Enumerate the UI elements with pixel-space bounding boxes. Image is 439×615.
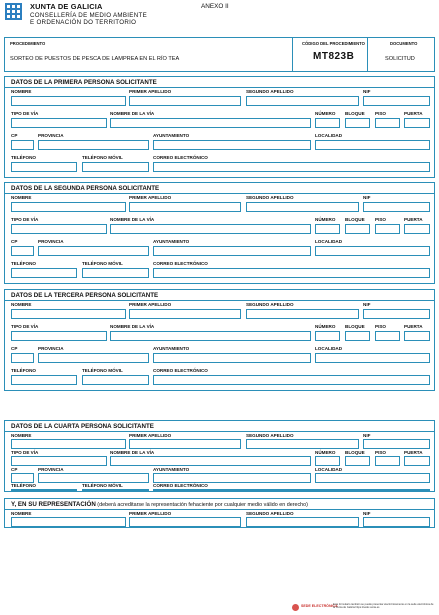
tipo-via-label: TIPO DE VÍA bbox=[11, 111, 39, 116]
section-divider bbox=[5, 193, 434, 194]
bloque-field[interactable] bbox=[345, 118, 370, 128]
segundo-apellido-label: SEGUNDO APELLIDO bbox=[246, 89, 294, 94]
correo-field[interactable] bbox=[153, 375, 430, 385]
piso-field[interactable] bbox=[375, 331, 400, 341]
section-title: DATOS DE LA CUARTA PERSONA SOLICITANTE bbox=[11, 423, 154, 430]
telefono-movil-field[interactable] bbox=[82, 375, 149, 385]
ayuntamiento-label: AYUNTAMIENTO bbox=[153, 133, 190, 138]
provincia-field[interactable] bbox=[38, 246, 149, 256]
correo-label: CORREO ELECTRÓNICO bbox=[153, 368, 208, 373]
telefono-movil-field[interactable] bbox=[82, 489, 149, 491]
section-title: DATOS DE LA PRIMERA PERSONA SOLICITANTE bbox=[11, 79, 157, 86]
ayuntamiento-field[interactable] bbox=[153, 246, 311, 256]
procedure-code-value: MT823B bbox=[313, 51, 355, 62]
nombre-via-field[interactable] bbox=[110, 456, 311, 466]
section-divider bbox=[5, 300, 434, 301]
ayuntamiento-field[interactable] bbox=[153, 473, 311, 483]
localidad-label: LOCALIDAD bbox=[315, 467, 343, 472]
procedure-label: PROCEDIMIENTO bbox=[10, 41, 46, 46]
section-divider bbox=[5, 431, 434, 432]
numero-label: NÚMERO bbox=[315, 217, 336, 222]
representative-title: Y, EN SU REPRESENTACIÓN bbox=[11, 501, 96, 508]
department-name bbox=[30, 12, 147, 27]
nif-field[interactable] bbox=[363, 439, 430, 449]
provincia-field[interactable] bbox=[38, 140, 149, 150]
nif-label: NIF bbox=[363, 195, 371, 200]
primer-apellido-field[interactable] bbox=[129, 309, 241, 319]
cp-label: CP bbox=[11, 133, 18, 138]
nombre-label: NOMBRE bbox=[11, 89, 32, 94]
nif-field[interactable] bbox=[363, 517, 430, 527]
provincia-field[interactable] bbox=[38, 473, 149, 483]
primer-apellido-field[interactable] bbox=[129, 439, 241, 449]
procedure-code-cell bbox=[292, 38, 367, 71]
puerta-field[interactable] bbox=[404, 118, 430, 128]
nombre-field[interactable] bbox=[11, 517, 126, 527]
cp-label: CP bbox=[11, 467, 18, 472]
bloque-label: BLOQUE bbox=[345, 217, 365, 222]
procedure-code-label: CÓDIGO DEL PROCEDIMIENTO bbox=[302, 41, 365, 46]
puerta-field[interactable] bbox=[404, 331, 430, 341]
localidad-field[interactable] bbox=[315, 473, 430, 483]
department-line-1: CONSELLERÍA DE MEDIO AMBIENTE bbox=[30, 12, 148, 19]
telefono-movil-label: TELÉFONO MÓVIL bbox=[82, 261, 123, 266]
section-title bbox=[11, 501, 308, 508]
procedure-box bbox=[4, 37, 435, 72]
section-fourth-applicant bbox=[4, 420, 435, 492]
primer-apellido-label: PRIMER APELLIDO bbox=[129, 511, 172, 516]
correo-label: CORREO ELECTRÓNICO bbox=[153, 261, 208, 266]
telefono-field[interactable] bbox=[11, 162, 77, 172]
correo-field[interactable] bbox=[153, 162, 430, 172]
bloque-field[interactable] bbox=[345, 224, 370, 234]
piso-field[interactable] bbox=[375, 224, 400, 234]
nif-label: NIF bbox=[363, 433, 371, 438]
section-title: DATOS DE LA TERCERA PERSONA SOLICITANTE bbox=[11, 292, 159, 299]
telefono-movil-label: TELÉFONO MÓVIL bbox=[82, 155, 123, 160]
provincia-field[interactable] bbox=[38, 353, 149, 363]
tipo-via-field[interactable] bbox=[11, 331, 107, 341]
nombre-field[interactable] bbox=[11, 202, 126, 212]
nombre-field[interactable] bbox=[11, 309, 126, 319]
provincia-label: PROVINCIA bbox=[38, 133, 64, 138]
nif-field[interactable] bbox=[363, 96, 430, 106]
segundo-apellido-field[interactable] bbox=[246, 309, 359, 319]
nombre-via-field[interactable] bbox=[110, 224, 311, 234]
nif-field[interactable] bbox=[363, 309, 430, 319]
bloque-field[interactable] bbox=[345, 331, 370, 341]
cp-field[interactable] bbox=[11, 353, 34, 363]
puerta-field[interactable] bbox=[404, 224, 430, 234]
numero-label: NÚMERO bbox=[315, 111, 336, 116]
provincia-label: PROVINCIA bbox=[38, 467, 64, 472]
segundo-apellido-label: SEGUNDO APELLIDO bbox=[246, 511, 294, 516]
cp-field[interactable] bbox=[11, 246, 34, 256]
primer-apellido-field[interactable] bbox=[129, 517, 241, 527]
nif-label: NIF bbox=[363, 302, 371, 307]
xunta-logo-icon bbox=[5, 3, 22, 20]
section-first-applicant bbox=[4, 76, 435, 178]
primer-apellido-label: PRIMER APELLIDO bbox=[129, 433, 172, 438]
cp-label: CP bbox=[11, 239, 18, 244]
nombre-field[interactable] bbox=[11, 96, 126, 106]
puerta-label: PUERTA bbox=[404, 217, 423, 222]
document-label: DOCUMENTO bbox=[390, 41, 418, 46]
nombre-label: NOMBRE bbox=[11, 511, 32, 516]
correo-field[interactable] bbox=[153, 489, 430, 491]
segundo-apellido-label: SEGUNDO APELLIDO bbox=[246, 433, 294, 438]
ayuntamiento-label: AYUNTAMIENTO bbox=[153, 346, 190, 351]
numero-field[interactable] bbox=[315, 224, 340, 234]
brand-name: XUNTA DE GALICIA bbox=[30, 2, 103, 11]
tipo-via-label: TIPO DE VÍA bbox=[11, 450, 39, 455]
nombre-via-field[interactable] bbox=[110, 118, 311, 128]
provincia-label: PROVINCIA bbox=[38, 239, 64, 244]
localidad-label: LOCALIDAD bbox=[315, 239, 343, 244]
sede-electronica-icon bbox=[292, 604, 299, 611]
document-value: SOLICITUD bbox=[385, 56, 415, 62]
tipo-via-field[interactable] bbox=[11, 118, 107, 128]
telefono-field[interactable] bbox=[11, 489, 77, 491]
segundo-apellido-field[interactable] bbox=[246, 96, 359, 106]
bloque-field[interactable] bbox=[345, 456, 370, 466]
nombre-label: NOMBRE bbox=[11, 433, 32, 438]
telefono-label: TELÉFONO bbox=[11, 155, 37, 160]
tipo-via-label: TIPO DE VÍA bbox=[11, 217, 39, 222]
section-third-applicant bbox=[4, 289, 435, 391]
piso-label: PISO bbox=[375, 111, 386, 116]
piso-label: PISO bbox=[375, 217, 386, 222]
section-representative bbox=[4, 498, 435, 528]
telefono-field[interactable] bbox=[11, 268, 77, 278]
localidad-field[interactable] bbox=[315, 140, 430, 150]
bloque-label: BLOQUE bbox=[345, 450, 365, 455]
bloque-label: BLOQUE bbox=[345, 111, 365, 116]
telefono-movil-field[interactable] bbox=[82, 162, 149, 172]
page-footer bbox=[0, 598, 439, 615]
sede-electronica-label: SEDE ELECTRÓNICA bbox=[301, 604, 338, 608]
numero-label: NÚMERO bbox=[315, 324, 336, 329]
nombre-via-label: NOMBRE DE LA VÍA bbox=[110, 111, 155, 116]
localidad-label: LOCALIDAD bbox=[315, 133, 343, 138]
nombre-label: NOMBRE bbox=[11, 195, 32, 200]
correo-field[interactable] bbox=[153, 268, 430, 278]
segundo-apellido-field[interactable] bbox=[246, 202, 359, 212]
nif-label: NIF bbox=[363, 89, 371, 94]
primer-apellido-label: PRIMER APELLIDO bbox=[129, 89, 172, 94]
puerta-label: PUERTA bbox=[404, 324, 423, 329]
nombre-via-field[interactable] bbox=[110, 331, 311, 341]
cp-field[interactable] bbox=[11, 140, 34, 150]
document-cell bbox=[367, 38, 435, 71]
tipo-via-label: TIPO DE VÍA bbox=[11, 324, 39, 329]
section-divider bbox=[5, 87, 434, 88]
piso-label: PISO bbox=[375, 450, 386, 455]
telefono-movil-field[interactable] bbox=[82, 268, 149, 278]
section-second-applicant bbox=[4, 182, 435, 284]
department-line-2: E ORDENACIÓN DO TERRITORIO bbox=[30, 19, 137, 27]
telefono-label: TELÉFONO bbox=[11, 261, 37, 266]
puerta-field[interactable] bbox=[404, 456, 430, 466]
numero-field[interactable] bbox=[315, 456, 340, 466]
segundo-apellido-field[interactable] bbox=[246, 517, 359, 527]
piso-field[interactable] bbox=[375, 456, 400, 466]
annex-label: ANEXO II bbox=[201, 3, 229, 10]
primer-apellido-field[interactable] bbox=[129, 96, 241, 106]
tipo-via-field[interactable] bbox=[11, 456, 107, 466]
telefono-field[interactable] bbox=[11, 375, 77, 385]
page-header bbox=[0, 0, 439, 36]
footer-note: Este formulario también se puede presentar electrónicamente en la sede electrónica de la Xunta de Galicia https://sede.xunta.es bbox=[333, 603, 434, 610]
nif-field[interactable] bbox=[363, 202, 430, 212]
procedure-value: SORTEO DE PUESTOS DE PESCA DE LAMPREA EN EL RÍO TEA bbox=[10, 56, 180, 62]
piso-label: PISO bbox=[375, 324, 386, 329]
nombre-via-label: NOMBRE DE LA VÍA bbox=[110, 324, 155, 329]
ayuntamiento-field[interactable] bbox=[153, 353, 311, 363]
primer-apellido-label: PRIMER APELLIDO bbox=[129, 195, 172, 200]
piso-field[interactable] bbox=[375, 118, 400, 128]
ayuntamiento-label: AYUNTAMIENTO bbox=[153, 467, 190, 472]
cp-field[interactable] bbox=[11, 473, 34, 483]
numero-field[interactable] bbox=[315, 118, 340, 128]
puerta-label: PUERTA bbox=[404, 111, 423, 116]
correo-label: CORREO ELECTRÓNICO bbox=[153, 155, 208, 160]
puerta-label: PUERTA bbox=[404, 450, 423, 455]
segundo-apellido-field[interactable] bbox=[246, 439, 359, 449]
nombre-field[interactable] bbox=[11, 439, 126, 449]
bloque-label: BLOQUE bbox=[345, 324, 365, 329]
nif-label: NIF bbox=[363, 511, 371, 516]
cp-label: CP bbox=[11, 346, 18, 351]
telefono-label: TELÉFONO bbox=[11, 483, 37, 488]
segundo-apellido-label: SEGUNDO APELLIDO bbox=[246, 302, 294, 307]
ayuntamiento-field[interactable] bbox=[153, 140, 311, 150]
segundo-apellido-label: SEGUNDO APELLIDO bbox=[246, 195, 294, 200]
section-title: DATOS DE LA SEGUNDA PERSONA SOLICITANTE bbox=[11, 185, 160, 192]
telefono-movil-label: TELÉFONO MÓVIL bbox=[82, 368, 123, 373]
representative-note: (deberá acreditarse la representación fehaciente por cualquier medio válido en derecho) bbox=[95, 502, 308, 508]
telefono-movil-label: TELÉFONO MÓVIL bbox=[82, 483, 123, 488]
provincia-label: PROVINCIA bbox=[38, 346, 64, 351]
localidad-field[interactable] bbox=[315, 353, 430, 363]
numero-label: NÚMERO bbox=[315, 450, 336, 455]
localidad-field[interactable] bbox=[315, 246, 430, 256]
telefono-label: TELÉFONO bbox=[11, 368, 37, 373]
nombre-label: NOMBRE bbox=[11, 302, 32, 307]
correo-label: CORREO ELECTRÓNICO bbox=[153, 483, 208, 488]
tipo-via-field[interactable] bbox=[11, 224, 107, 234]
numero-field[interactable] bbox=[315, 331, 340, 341]
section-divider bbox=[5, 509, 434, 510]
localidad-label: LOCALIDAD bbox=[315, 346, 343, 351]
primer-apellido-label: PRIMER APELLIDO bbox=[129, 302, 172, 307]
nombre-via-label: NOMBRE DE LA VÍA bbox=[110, 450, 155, 455]
primer-apellido-field[interactable] bbox=[129, 202, 241, 212]
ayuntamiento-label: AYUNTAMIENTO bbox=[153, 239, 190, 244]
nombre-via-label: NOMBRE DE LA VÍA bbox=[110, 217, 155, 222]
